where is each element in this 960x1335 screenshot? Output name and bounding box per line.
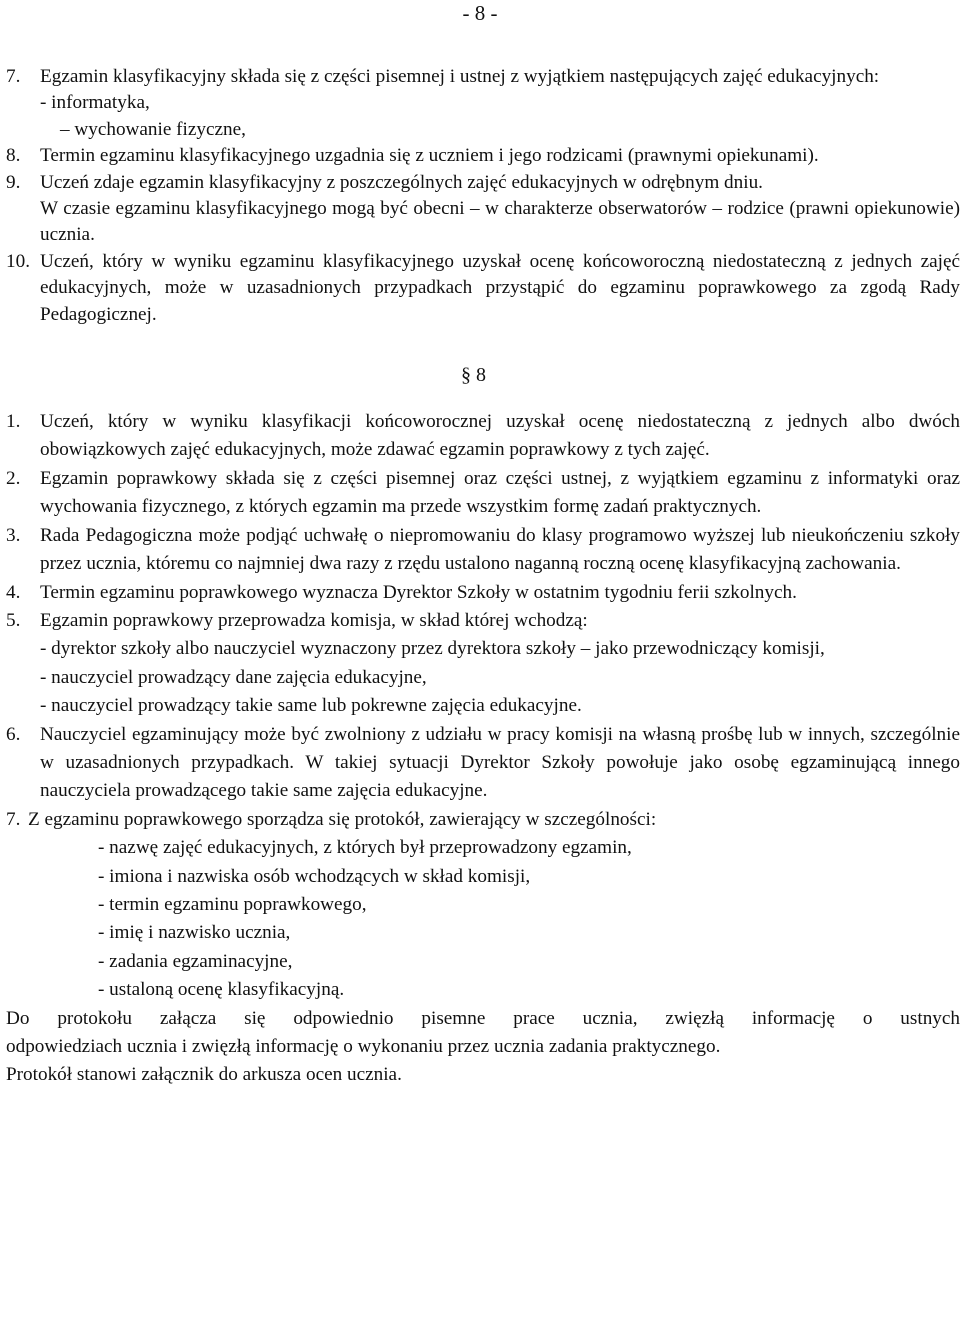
item-text: Nauczyciel egzaminujący może być zwolniony z udziału w pracy komisji na własną prośbę lub w innych, szczególnie w uzasadnionych przypadkach. W takiej sytuacji Dyrektor Szkoły powołuje jako osobę egzaminującą innego nauczyciela prowadzącego takie same zajęcia edukacyjne. [40,723,960,802]
sub-item: - nauczyciel prowadzący takie same lub pokrewne zajęcia edukacyjne. [40,695,582,717]
item-text: Rada Pedagogiczna może podjąć uchwałę o niepromowaniu do klasy programowo wyższej lub nieukończeniu szkoły przez ucznia, któremu co najmniej dwa razy z rzędu ustalono naganną roczną ocenę klasyfikacyjną zachowania. [40,524,960,575]
item-number: 5. [6,609,21,631]
document-body [6,64,960,1090]
list-item [6,408,960,465]
section-makeup-exam [6,408,960,1005]
list-item [6,64,960,143]
list-item [6,806,960,1005]
protocol-contents-list [28,834,960,1004]
page-number: - 8 - [462,1,498,25]
item-number: 6. [6,723,21,745]
sub-item: - informatyka, [40,92,150,114]
list-item [6,465,960,522]
item-text: Egzamin poprawkowy przeprowadza komisja, w skład której wchodzą: [40,609,588,631]
item-number: 10. [6,250,30,272]
sub-item: - nazwę zajęć edukacyjnych, z których był przeprowadzony egzamin, [98,837,632,859]
item-text: Termin egzaminu klasyfikacyjnego uzgadnia się z uczniem i jego rodzicami (prawnymi opiekunami). [40,145,819,167]
sub-item: - imię i nazwisko ucznia, [98,922,291,944]
list-item [6,249,960,328]
item-text: Egzamin poprawkowy składa się z części pisemnej oraz części ustnej, z wyjątkiem egzaminu z informatyki oraz wychowania fizycznego, z których egzamin ma przede wszystkim formę zadań praktycznych. [40,467,960,518]
item-text: Uczeń, który w wyniku klasyfikacji końcoworocznej uzyskał ocenę niedostateczną z jednych albo dwóch obowiązkowych zajęć edukacyjnych, może zdawać egzamin poprawkowy z tych zajęć. [40,411,960,461]
paragraph-heading: § 8 [461,364,486,387]
item-text: Termin egzaminu poprawkowego wyznacza Dyrektor Szkoły w ostatnim tygodniu ferii szkolnych. [40,581,797,603]
item-text: Egzamin klasyfikacyjny składa się z części pisemnej i ustnej z wyjątkiem następujących zajęć edukacyjnych: [40,66,880,87]
closing-line: Do protokołu załącza się odpowiednio pisemne prace ucznia, zwięzłą informację o ustnych [6,1007,960,1029]
item-text-continued: W czasie egzaminu klasyfikacyjnego mogą być obecni – w charakterze obserwatorów – rodzice (prawni opiekunowie) ucznia. [40,198,960,246]
sub-item: - ustaloną ocenę klasyfikacyjną. [98,979,345,1001]
sub-item: – wychowanie fizyczne, [60,118,246,140]
item-number: 4. [6,581,21,603]
list-item [6,522,960,579]
closing-line: Protokół stanowi załącznik do arkusza ocen ucznia. [6,1064,402,1086]
item-number: 9. [6,171,21,193]
list-item [6,579,960,607]
item-number: 8. [6,145,21,167]
list-item [6,721,960,806]
item-number: 2. [6,467,21,489]
item-number: 7. [6,66,21,87]
sub-item: - zadania egzaminacyjne, [98,950,293,972]
sub-item: - termin egzaminu poprawkowego, [98,893,367,915]
sub-item: - imiona i nazwiska osób wchodzących w skład komisji, [98,865,531,887]
list-item [6,143,960,169]
closing-line: odpowiedziach ucznia i zwięzłą informację o wykonaniu przez ucznia zadania praktycznego. [6,1036,721,1057]
item-number: 7. [6,808,21,830]
item-text: Uczeń, który w wyniku egzaminu klasyfikacyjnego uzyskał ocenę końcoworoczną niedostateczną z jednych zajęć edukacyjnych, może w uzasadnionych przypadkach przystąpić do egzaminu poprawkowego za zgodą Rady Pedagogicznej. [40,250,960,325]
sub-item: - nauczyciel prowadzący dane zajęcia edukacyjne, [40,666,427,688]
item-number: 1. [6,411,21,433]
item-text: Z egzaminu poprawkowego sporządza się protokół, zawierający w szczególności: [28,808,657,830]
sub-item: - dyrektor szkoły albo nauczyciel wyznaczony przez dyrektora szkoły – jako przewodniczący komisji, [40,638,825,660]
closing-paragraph [6,1005,960,1090]
list-item [6,170,960,249]
item-number: 3. [6,524,21,546]
item-text: Uczeń zdaje egzamin klasyfikacyjny z poszczególnych zajęć edukacyjnych w odrębnym dniu. [40,171,763,193]
list-item [6,607,960,721]
section-classification-exam [6,64,960,328]
